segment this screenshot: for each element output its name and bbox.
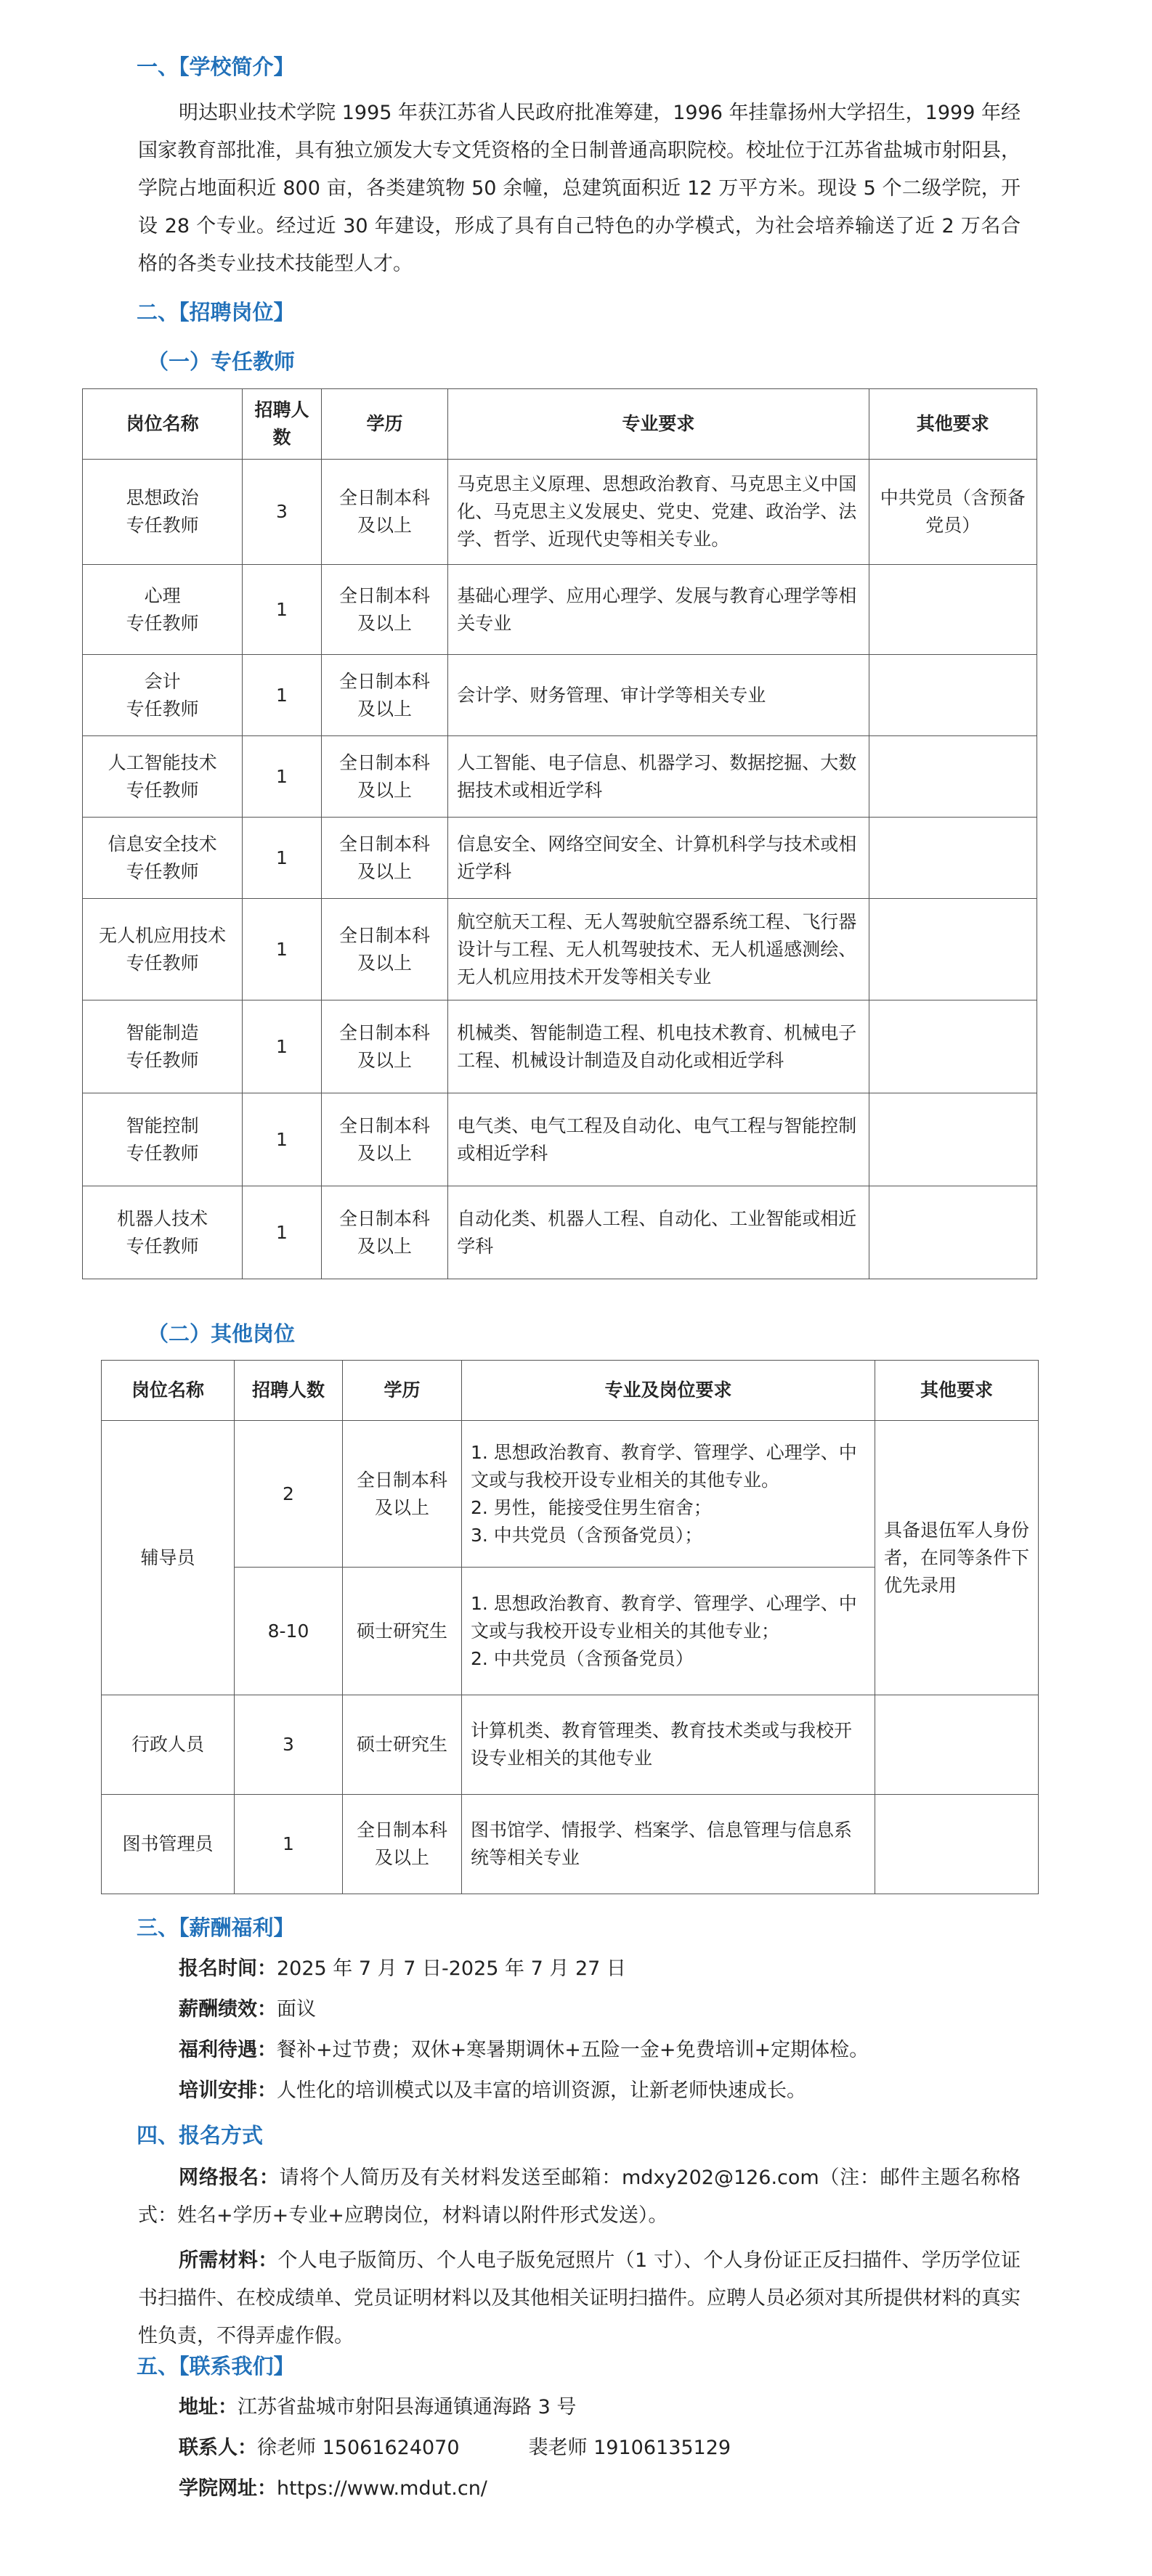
header-position: 岗位名称 [102, 1361, 235, 1421]
welfare: 福利待遇：餐补+过节费；双休+寒暑期调休+五险一金+免费培训+定期体检。 [179, 2039, 869, 2061]
position-count: 1 [243, 736, 322, 818]
intro-heading: 一、【学校简介】 [137, 54, 295, 79]
position-other [869, 1093, 1037, 1186]
intro-paragraph: 明达职业技术学院 1995 年获江苏省人民政府批准筹建，1996 年挂靠扬州大学招生，1999 年经国家教育部批准，具有独立颁发大专文凭资格的全日制普通高职院校。校址位于江苏省盐城市射阳县，学院占地面积近 800 亩，各类建筑物 50 余幢，总建筑面积近 12 万平方米。现设 5 个二级学院，开设 28 个专业。经过近 30 年建设，形成了具有自己特色的办学模式，为社会培养输送了近 2 万名合格的各类专业技术技能型人才。 [138, 102, 1021, 275]
contact-website: 学院网址：https://www.mdut.cn/ [179, 2477, 487, 2500]
others-table-header-row [102, 1361, 1039, 1421]
position-education: 全日制本科 及以上 [321, 1093, 448, 1186]
position-count: 1 [243, 818, 322, 899]
position-other [869, 1000, 1037, 1093]
teachers-table-header-row [83, 389, 1037, 460]
position-name: 信息安全技术 专任教师 [83, 818, 243, 899]
header-other: 其他要求 [869, 389, 1037, 460]
position-name: 人工智能技术 专任教师 [83, 736, 243, 818]
position-name: 无人机应用技术 专任教师 [83, 899, 243, 1000]
position-count: 1 [243, 655, 322, 736]
position-count: 3 [235, 1695, 343, 1795]
required-materials: 所需材料：个人电子版简历、个人电子版免冠照片（1 寸）、个人身份证正反扫描件、学历学位证书扫描件、在校成绩单、党员证明材料以及其他相关证明扫描件。应聘人员必须对其所提供材料的真实性负责，不得弄虚作假。 [138, 2249, 1021, 2347]
position-education: 全日制本科 及以上 [321, 565, 448, 655]
position-other [869, 655, 1037, 736]
position-count: 8-10 [235, 1568, 343, 1695]
position-other [869, 818, 1037, 899]
teachers-heading: （一）专任教师 [147, 349, 296, 374]
table-row [83, 736, 1037, 818]
contact-address: 地址：江苏省盐城市射阳县海通镇通海路 3 号 [179, 2396, 577, 2418]
position-education: 全日制本科 及以上 [321, 736, 448, 818]
position-education: 全日制本科 及以上 [343, 1795, 462, 1894]
contact-heading: 五、【联系我们】 [137, 2354, 295, 2379]
position-major: 自动化类、机器人工程、自动化、工业智能或相近学科 [448, 1186, 869, 1279]
training: 培训安排：人性化的培训模式以及丰富的培训资源，让新老师快速成长。 [179, 2079, 806, 2102]
header-major: 专业要求 [448, 389, 869, 460]
position-other [875, 1795, 1039, 1894]
position-count: 3 [243, 460, 322, 565]
position-count: 2 [235, 1421, 343, 1568]
header-position: 岗位名称 [83, 389, 243, 460]
position-education: 全日制本科 及以上 [321, 1000, 448, 1093]
position-count: 1 [243, 899, 322, 1000]
position-major: 机械类、智能制造工程、机电技术教育、机械电子工程、机械设计制造及自动化或相近学科 [448, 1000, 869, 1093]
others-heading: （二）其他岗位 [147, 1321, 296, 1346]
position-education: 硕士研究生 [343, 1695, 462, 1795]
position-education: 全日制本科 及以上 [321, 655, 448, 736]
teachers-table [82, 388, 1037, 1279]
apply-heading: 四、报名方式 [137, 2123, 264, 2148]
position-education: 全日制本科 及以上 [321, 818, 448, 899]
pay-performance: 薪酬绩效：面议 [179, 1998, 316, 2021]
position-requirements: 1. 思想政治教育、教育学、管理学、心理学、中文或与我校开设专业相关的其他专业； 2. 中共党员（含预备党员） [462, 1568, 875, 1695]
table-row [83, 655, 1037, 736]
website-link[interactable]: https://www.mdut.cn/ [277, 2477, 487, 2500]
position-other [875, 1695, 1039, 1795]
position-major: 人工智能、电子信息、机器学习、数据挖掘、大数据技术或相近学科 [448, 736, 869, 818]
position-count: 1 [243, 1000, 322, 1093]
table-row [83, 1000, 1037, 1093]
others-table [101, 1360, 1039, 1894]
position-other [869, 736, 1037, 818]
position-count: 1 [243, 565, 322, 655]
position-count: 1 [235, 1795, 343, 1894]
position-name: 思想政治 专任教师 [83, 460, 243, 565]
position-name: 智能制造 专任教师 [83, 1000, 243, 1093]
position-education: 全日制本科 及以上 [343, 1421, 462, 1568]
position-name: 行政人员 [102, 1695, 235, 1795]
table-row [102, 1421, 1039, 1568]
positions-heading: 二、【招聘岗位】 [137, 300, 295, 325]
counselor-name: 辅导员 [102, 1421, 235, 1695]
counselor-other: 具备退伍军人身份者，在同等条件下优先录用 [875, 1421, 1039, 1695]
position-education: 全日制本科 及以上 [321, 899, 448, 1000]
position-requirements: 计算机类、教育管理类、教育技术类或与我校开设专业相关的其他专业 [462, 1695, 875, 1795]
position-requirements: 图书馆学、情报学、档案学、信息管理与信息系统等相关专业 [462, 1795, 875, 1894]
table-row [102, 1695, 1039, 1795]
position-other [869, 899, 1037, 1000]
table-row [83, 899, 1037, 1000]
position-major: 基础心理学、应用心理学、发展与教育心理学等相关专业 [448, 565, 869, 655]
table-row [83, 1093, 1037, 1186]
header-education: 学历 [321, 389, 448, 460]
contact-person: 联系人：徐老师 15061624070 裴老师 19106135129 [179, 2437, 731, 2459]
position-name: 图书管理员 [102, 1795, 235, 1894]
position-major: 信息安全、网络空间安全、计算机科学与技术或相近学科 [448, 818, 869, 899]
table-row [102, 1795, 1039, 1894]
position-major: 航空航天工程、无人驾驶航空器系统工程、飞行器设计与工程、无人机驾驶技术、无人机遥感测绘、无人机应用技术开发等相关专业 [448, 899, 869, 1000]
table-row [83, 818, 1037, 899]
table-row [83, 460, 1037, 565]
position-name: 智能控制 专任教师 [83, 1093, 243, 1186]
header-other: 其他要求 [875, 1361, 1039, 1421]
table-row [83, 1186, 1037, 1279]
position-name: 机器人技术 专任教师 [83, 1186, 243, 1279]
position-requirements: 1. 思想政治教育、教育学、管理学、心理学、中文或与我校开设专业相关的其他专业。 2. 男性，能接受住男生宿舍； 3. 中共党员（含预备党员）； [462, 1421, 875, 1568]
signup-time: 报名时间：2025 年 7 月 7 日-2025 年 7 月 27 日 [179, 1957, 626, 1980]
header-count: 招聘人数 [235, 1361, 343, 1421]
position-count: 1 [243, 1186, 322, 1279]
salary-heading: 三、【薪酬福利】 [137, 1915, 295, 1940]
position-education: 全日制本科 及以上 [321, 460, 448, 565]
position-major: 会计学、财务管理、审计学等相关专业 [448, 655, 869, 736]
position-major: 电气类、电气工程及自动化、电气工程与智能控制或相近学科 [448, 1093, 869, 1186]
position-education: 硕士研究生 [343, 1568, 462, 1695]
table-row [83, 565, 1037, 655]
position-other: 中共党员（含预备党员） [869, 460, 1037, 565]
position-name: 心理 专任教师 [83, 565, 243, 655]
online-application: 网络报名：请将个人简历及有关材料发送至邮箱：mdxy202@126.com（注：邮件主题名称格式：姓名+学历+专业+应聘岗位，材料请以附件形式发送）。 [138, 2167, 1021, 2227]
header-count: 招聘人数 [243, 389, 322, 460]
header-education: 学历 [343, 1361, 462, 1421]
position-major: 马克思主义原理、思想政治教育、马克思主义中国化、马克思主义发展史、党史、党建、政治学、法学、哲学、近现代史等相关专业。 [448, 460, 869, 565]
position-other [869, 1186, 1037, 1279]
position-name: 会计 专任教师 [83, 655, 243, 736]
header-requirements: 专业及岗位要求 [462, 1361, 875, 1421]
position-count: 1 [243, 1093, 322, 1186]
position-education: 全日制本科 及以上 [321, 1186, 448, 1279]
position-other [869, 565, 1037, 655]
